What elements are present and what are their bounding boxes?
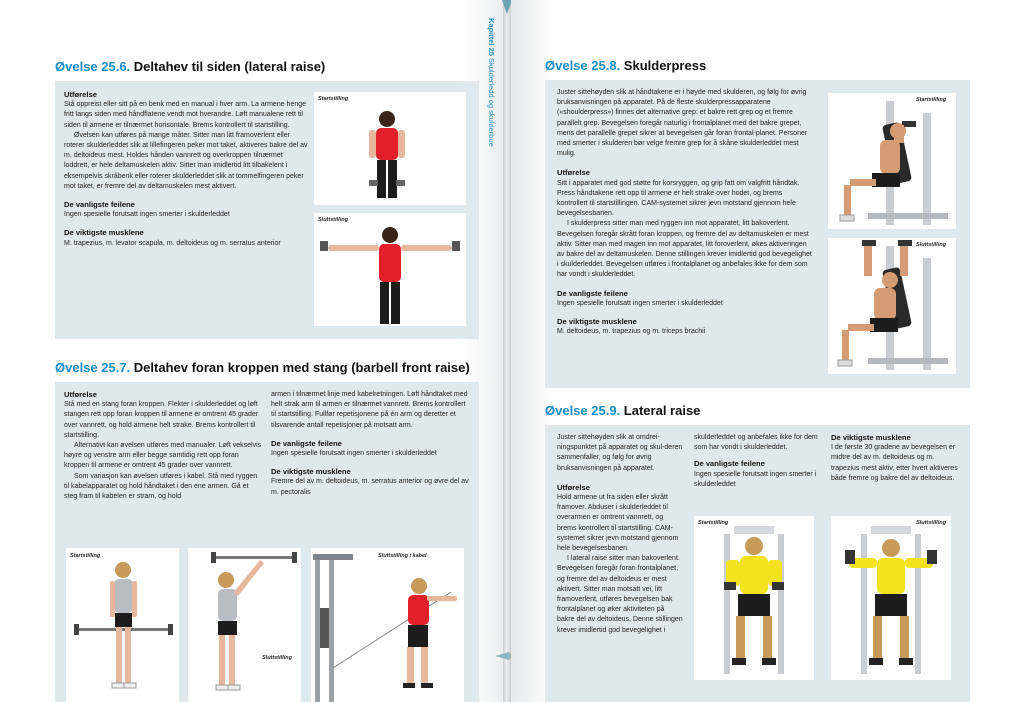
exercise-name: Lateral raise <box>623 403 701 418</box>
paragraph: I de første 30 gradene av bevegelsen er midtre del av m. deltoideus og m. trapezius mest aktiv, etter hvert aktiveres både fremre og bakre del av deltoideus. <box>831 444 958 482</box>
heading-utforelse: Utførelse <box>64 390 97 399</box>
caption-startstilling: Startstilling <box>70 553 101 559</box>
exercise-25-9-text-col2 <box>694 433 822 490</box>
exercise-25-8-text <box>557 88 813 337</box>
exercise-number: Øvelse 25.6. <box>55 59 131 74</box>
exercise-name: Skulderpress <box>623 58 707 73</box>
heading-utforelse: Utførelse <box>64 90 97 99</box>
caption-startstilling: Startstilling <box>916 97 947 103</box>
man-shoulder-press-end-illustration <box>828 238 956 374</box>
heading-feilene: De vanligste feilene <box>271 438 342 448</box>
photo-sluttstilling <box>314 213 466 326</box>
woman-lateral-raise-illustration <box>314 213 466 326</box>
caption-sluttstilling: Sluttstilling <box>262 655 292 661</box>
chapter-label: Kapittel 25 <box>487 18 496 56</box>
paragraph: Stå oppreist eller sitt på en benk med en manual i hver arm. La armene henge fritt langs siden med håndflatene vendt mot hverandre. Løft manualene rett til siden til armene er tilnærmet horisontale. Brems kontrollert til startstilling. <box>64 101 307 129</box>
paragraph: Juster sittehøyden slik at håndtakene er i høyde med skulderen, og følg for øvrig bruksanvisningen på apparatet. På de fleste skulderpressapparatene («shoulderpress») finnes det alternative grep: et bakre rett grep og et fremre parallelt grep. Bevegelsen foregår naturlig i frontalplanet med det bakre grepet, mens det parallelle grepet sikrer at bevegelsen går foran frontal-planet. Personer med smerter i skulderen bør velge fremre grep for å skåne skulderleddet mest mulig. <box>557 89 808 158</box>
heading-feilene: De vanligste feilene <box>694 459 765 469</box>
paragraph: Ingen spesielle forutsatt ingen smerter i skulderleddet <box>557 299 723 307</box>
photo-sluttstilling <box>188 548 301 702</box>
left-page <box>0 0 503 702</box>
caption-sluttstilling: Sluttstilling <box>916 242 946 248</box>
paragraph: M. deltoideus, m. trapezius og m. triceps brachii <box>557 328 706 336</box>
exercise-25-9-text-col3 <box>831 433 963 484</box>
heading-utforelse: Utførelse <box>557 482 590 492</box>
woman-standing-dumbbells-illustration <box>314 92 466 205</box>
caption-startstilling: Startstilling <box>698 520 729 526</box>
paragraph: Ingen spesielle forutsatt ingen smerter i skulderleddet <box>694 470 817 488</box>
exercise-25-7-title <box>55 360 470 375</box>
chapter-subject: Skulderledd og skulderbue <box>487 58 496 147</box>
paragraph: Fremre del av m. deltoideus, m. serratus anterior og øvre del av m. pectoralis <box>271 478 469 496</box>
paragraph: Alternativt kan øvelsen utføres med manualer. Løft vekselvis høyre og venstre arm eller begge samtidig rett opp foran kroppen til armene er omtrent 45 grader over vannrett. <box>64 442 262 470</box>
exercise-25-8-title <box>545 58 706 73</box>
photo-sluttstilling <box>828 238 956 374</box>
exercise-25-9-title <box>545 403 700 418</box>
heading-musklene: De viktigste musklene <box>64 228 144 238</box>
photo-startstilling <box>694 516 814 680</box>
exercise-25-7-text-col2 <box>271 390 471 498</box>
exercise-25-7-text-col1 <box>64 390 262 502</box>
heading-musklene: De viktigste musklene <box>271 467 351 477</box>
paragraph: Øvelsen kan utføres på mange måter. Sitter man litt framoverlent eller roterer skulderleddet slik at lillefingeren peker mot taket, aktiveres bakre del av m. deltoideus mest. Holdes hånden vannrett og overkroppen tilnærmet loddrett, er hele deltamuskelen aktiv. Sitter man imidlertid litt tilbakelent i eksempelvis skråbenk eller roterer skulderleddet slik at tommelfingeren peker mot taket, er fremre del av deltamuskelen mest aktivert. <box>64 131 308 190</box>
caption-sluttstilling: Sluttstilling <box>916 520 946 526</box>
heading-feilene: De vanligste feilene <box>64 200 135 210</box>
photo-sluttstilling <box>831 516 951 680</box>
exercise-number: Øvelse 25.9. <box>545 403 621 418</box>
man-machine-lateral-raise-start-illustration <box>694 516 814 680</box>
exercise-number: Øvelse 25.8. <box>545 58 621 73</box>
paragraph: M. trapezius, m. levator scapula, m. deltoideus og m. serratus anterior <box>64 239 281 247</box>
exercise-name: Deltahev til siden (lateral raise) <box>133 59 326 74</box>
heading-musklene: De viktigste musklene <box>831 433 911 442</box>
paragraph: skulderleddet og anbefales ikke for dem som har vondt i skulderleddet. <box>694 434 818 452</box>
exercise-number: Øvelse 25.7. <box>55 360 131 375</box>
photo-startstilling <box>314 92 466 205</box>
caption-sluttstilling-kabel: Sluttstilling i kabel <box>378 553 427 559</box>
paragraph: Sitt i apparatet med god støtte for korsryggen, og grip fatt om valgfritt håndtak. Press håndtakene rett opp til armene er helt strake over hodet, og brems kontrollert til startstillingen. CAM-systemet sikrer jevn motstand gjennom hele bevegelsesbanen. <box>557 179 800 218</box>
woman-barbell-raised-illustration <box>188 548 301 702</box>
photo-sluttstilling-kabel <box>311 548 464 702</box>
heading-feilene: De vanligste feilene <box>557 288 628 298</box>
heading-utforelse: Utførelse <box>557 168 590 178</box>
right-page <box>511 0 1024 702</box>
paragraph: Hold armene ut fra siden eller skrått framover. Abduser i skulderleddet til overarmen er omtrent vannrett, og brems kontrollert til startstilling. CAM-systemet sikrer jevn motstand gjennom hele bevegelsesbanen. <box>557 494 679 553</box>
photo-startstilling <box>828 93 956 229</box>
paragraph: Ingen spesielle forutsatt ingen smerter i skulderleddet <box>64 211 230 219</box>
man-cable-raise-illustration <box>311 548 464 702</box>
man-shoulder-press-start-illustration <box>828 93 956 229</box>
exercise-25-9-text-col1 <box>557 433 683 636</box>
woman-barbell-start-illustration <box>66 548 179 702</box>
caption-startstilling: Startstilling <box>318 96 349 102</box>
book-gutter <box>503 0 511 702</box>
heading-musklene: De viktigste musklene <box>557 317 637 327</box>
paragraph: Juster sittehøyden slik at omdrei-ningspunktet på apparatet og skul-deren sammenfaller, og følg for øvrig bruksanvisningen på apparatet. <box>557 434 683 472</box>
exercise-25-6-title <box>55 59 325 74</box>
paragraph: I lateral raise sitter man bakoverlent. Bevegelsen foregår foran frontalplanet, og fremre del av deltoideus er mest aktivert. Sitter man motsatt vei, litt framoverlent, utføres bevegelsen bak frontalplanet og øker aktiviteten på bakre del av deltoideus. Denne stillingen krever imidlertid god bevegelighet i <box>557 555 683 634</box>
man-machine-lateral-raise-end-illustration <box>831 516 951 680</box>
paragraph: armen i tilnærmet linje med kabelretningen. Løft håndtaket med helt strak arm til armen er tilnærmet vannrett. Brems kontrollert til startstilling. Fullfør repetisjonene på én arm og deretter et tilsvarende antall repetisjoner på motsatt arm. <box>271 391 468 429</box>
exercise-25-6-text <box>64 90 308 249</box>
paragraph: Ingen spesielle forutsatt ingen smerter i skulderleddet <box>271 450 437 458</box>
photo-startstilling <box>66 548 179 702</box>
exercise-name: Deltahev foran kroppen med stang (barbell front raise) <box>133 360 470 375</box>
paragraph: Stå med en stang foran kroppen. Flekter i skulderleddet og løft stangen rett opp foran kroppen til armene er omtrent 45 grader over vannrett, og hold armene helt strake. Brems kontrollert til startstilling. <box>64 401 259 439</box>
caption-sluttstilling: Sluttstilling <box>318 217 348 223</box>
chapter-side-label <box>486 18 500 188</box>
paragraph: Som variasjon kan øvelsen utføres i kabel. Stå med ryggen til kabelapparatet og hold håndtaket i den ene armen. Gå et steg fram til kabelen er stram, og hold <box>64 472 258 501</box>
paragraph: I skulderpress sitter man med ryggen inn mot apparatet, litt bakoverlent. Bevegelsen foregår skrått foran kroppen, og fremre del av deltamuskelen er mest aktiv. Sitter man med magen inn mot apparatet, litt foroverlent, økes aktiveringen av bakre del av deltamuskelen. Denne stillingen krever imidlertid god bevegelighet i skulderleddet. Bevegelsen utføres i frontalplanet og anbefales ikke for dem som har vondt i skulderleddet. <box>557 220 812 279</box>
